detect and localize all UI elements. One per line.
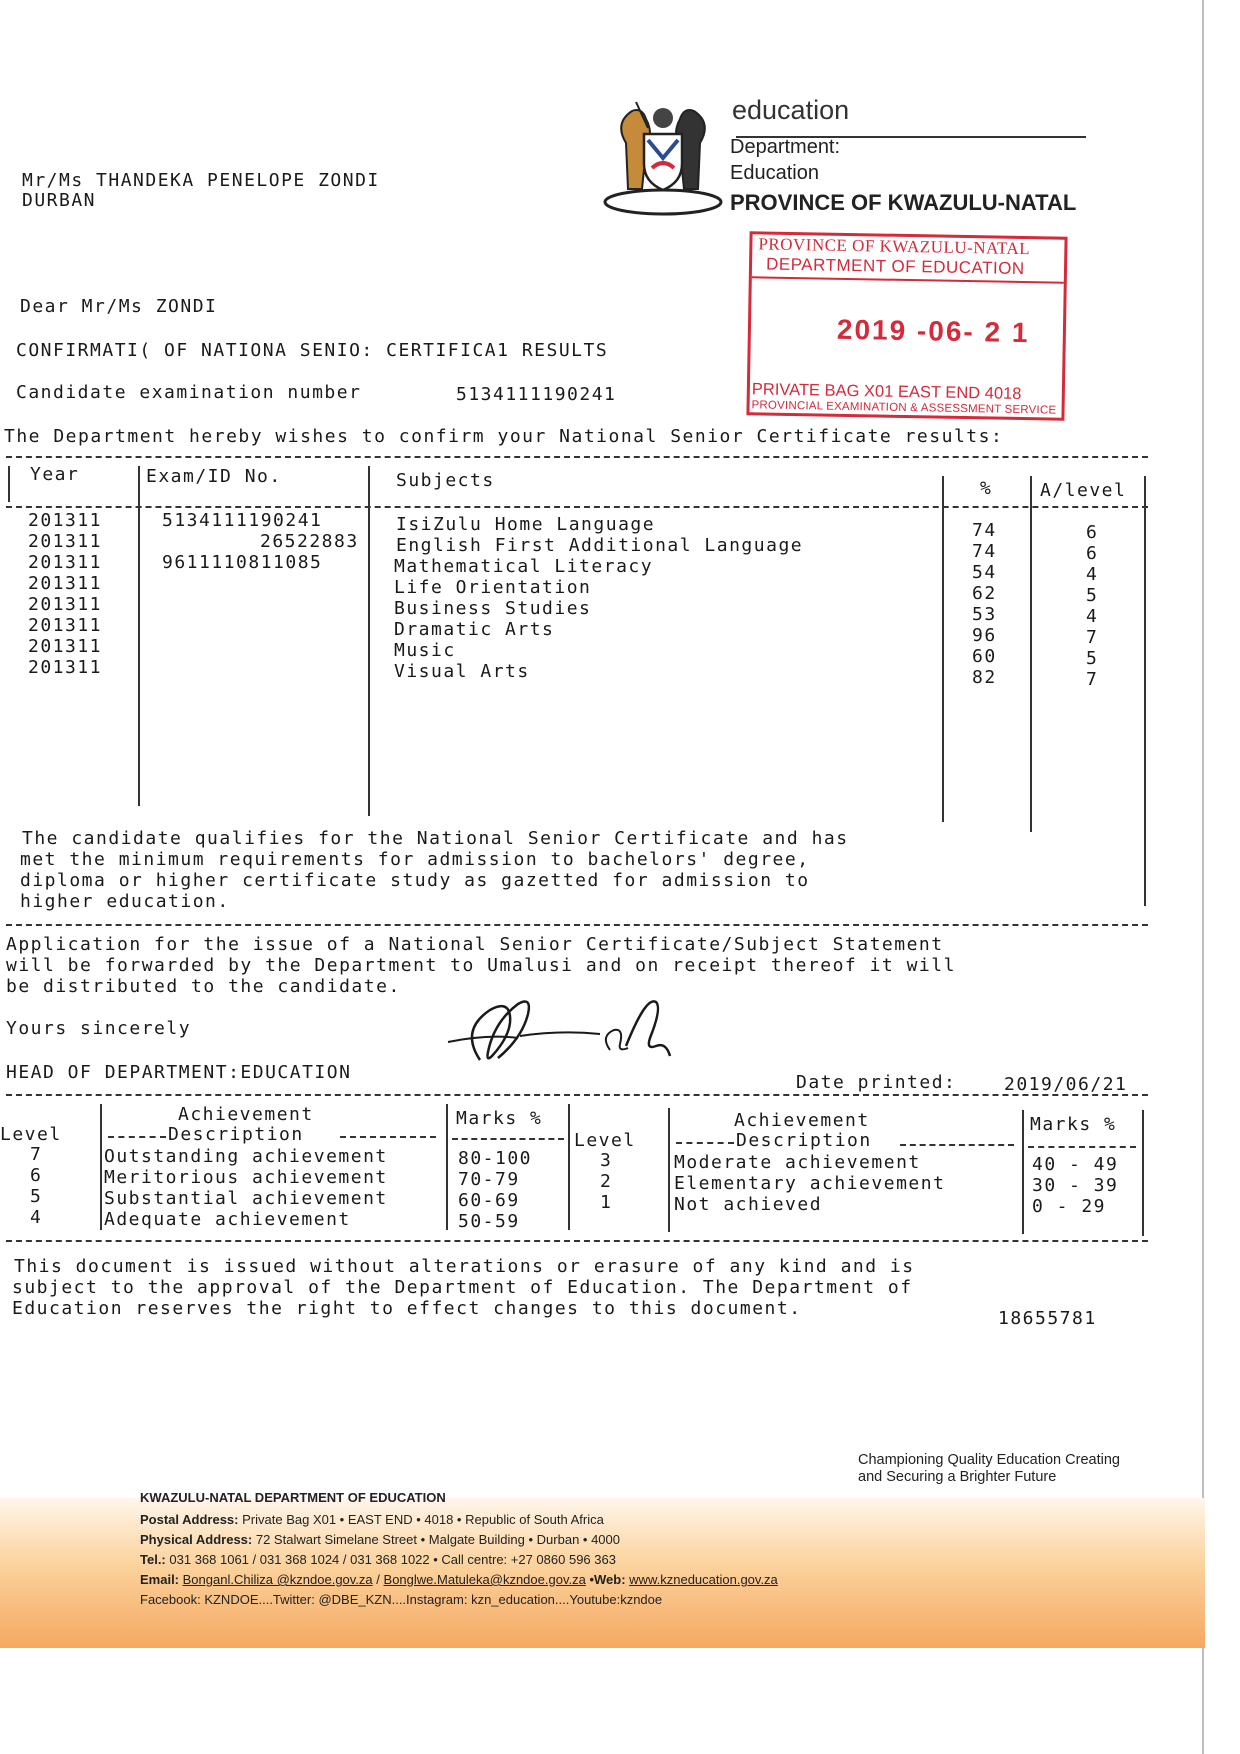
table-left-border (8, 466, 10, 502)
legend-bottom-rule (6, 1240, 1148, 1242)
col-divider-1 (138, 466, 140, 806)
date-printed-value: 2019/06/21 (1004, 1074, 1128, 1095)
percent-cell: 53 (972, 604, 997, 625)
candidate-label: Candidate examination number (16, 382, 362, 403)
legend-level: 5 (30, 1186, 43, 1207)
level-cell: 4 (1086, 564, 1099, 585)
application-text: be distributed to the candidate. (6, 976, 401, 997)
legend-marks: 40 - 49 (1032, 1154, 1119, 1175)
footer-postal (140, 1512, 604, 1527)
col-divider-3 (942, 476, 944, 822)
exam-id-cell: 26522883 (260, 531, 359, 552)
tel-numbers: 031 368 1061 / 031 368 1024 / 031 368 1022 • Call centre: +27 0860 596 363 (169, 1552, 616, 1567)
qualification-text: diploma or higher certificate study as gazetted for admission to (20, 870, 810, 891)
department-label: Department: (730, 136, 841, 158)
legend-achievement-header: Achievement (178, 1104, 314, 1125)
date-printed-label: Date printed: (796, 1072, 957, 1093)
subject-cell: IsiZulu Home Language (396, 514, 656, 535)
header-year: Year (30, 464, 80, 485)
slogan-line: and Securing a Brighter Future (858, 1469, 1057, 1485)
postal-address: Private Bag X01 • EAST END • 4018 • Republic of South Africa (242, 1512, 604, 1527)
subject-cell: Music (394, 640, 456, 661)
legend-level: 3 (600, 1150, 613, 1171)
disclaimer-text: subject to the approval of the Department of Education. The Department of (12, 1277, 913, 1298)
web-link[interactable]: www.kzneducation.gov.za (629, 1572, 778, 1587)
qualification-text: The candidate qualifies for the National Senior Certificate and has (22, 828, 849, 849)
legend-rule (108, 1136, 166, 1138)
footer-physical (140, 1532, 620, 1547)
legend-level: 6 (30, 1165, 43, 1186)
footer-email (140, 1572, 778, 1587)
legend-marks: 30 - 39 (1032, 1175, 1119, 1196)
year-cell: 201311 (28, 636, 103, 657)
footer-social: Facebook: KZNDOE....Twitter: @DBE_KZN....Instagram: kzn_education....Youtube:kzndoe (140, 1592, 663, 1607)
legend-description: Elementary achievement (674, 1173, 946, 1194)
legend-top-rule (6, 1094, 1148, 1096)
legend-level-header: Level (0, 1124, 62, 1145)
page-edge (1202, 0, 1204, 1754)
signatory-title: HEAD OF DEPARTMENT:EDUCATION (6, 1062, 352, 1083)
web-label: •Web: (589, 1572, 626, 1587)
subject-cell: Mathematical Literacy (394, 556, 654, 577)
subject-cell: Visual Arts (394, 661, 530, 682)
legend-marks-header: Marks % (1030, 1114, 1117, 1135)
addressee-city: DURBAN (22, 190, 97, 211)
physical-label: Physical Address: (140, 1532, 253, 1547)
logo-wordmark: education (732, 95, 850, 125)
year-cell: 201311 (28, 531, 103, 552)
level-cell: 7 (1086, 669, 1099, 690)
legend-level: 4 (30, 1207, 43, 1228)
qualification-text: higher education. (20, 891, 230, 912)
year-cell: 201311 (28, 657, 103, 678)
document-number: 18655781 (998, 1308, 1097, 1329)
year-cell: 201311 (28, 552, 103, 573)
header-subjects: Subjects (396, 470, 495, 491)
legend-rule (452, 1138, 564, 1140)
percent-cell: 96 (972, 625, 997, 646)
legend-description: Moderate achievement (674, 1152, 921, 1173)
signature (440, 990, 720, 1080)
legend-marks: 0 - 29 (1032, 1196, 1107, 1217)
legend-rule (900, 1144, 1014, 1146)
exam-id-cell: 9611110811085 (162, 552, 323, 573)
col-divider-2 (368, 466, 370, 816)
legend-right-border (1142, 1110, 1144, 1236)
legend-divider (446, 1104, 448, 1230)
legend-level: 7 (30, 1144, 43, 1165)
subject-cell: Dramatic Arts (394, 619, 555, 640)
level-cell: 5 (1086, 585, 1099, 606)
stamp-department: DEPARTMENT OF EDUCATION (765, 254, 1025, 279)
salutation: Dear Mr/Ms ZONDI (20, 296, 218, 317)
percent-cell: 82 (972, 667, 997, 688)
intro-text: The Department hereby wishes to confirm your National Senior Certificate results: (4, 426, 1004, 447)
legend-description: Outstanding achievement (104, 1146, 388, 1167)
department-name: Education (730, 162, 819, 184)
legend-divider (568, 1104, 570, 1230)
legend-description: Adequate achievement (104, 1209, 351, 1230)
addressee-name: Mr/Ms THANDEKA PENELOPE ZONDI (22, 170, 380, 191)
year-cell: 201311 (28, 573, 103, 594)
table-top-rule (6, 456, 1148, 458)
header-exam-id: Exam/ID No. (146, 466, 282, 487)
stamp-province: PROVINCE OF KWAZULU-NATAL (758, 234, 1031, 259)
physical-address: 72 Stalwart Simelane Street • Malgate Building • Durban • 4000 (255, 1532, 620, 1547)
legend-description-header: Description (168, 1124, 304, 1145)
percent-cell: 60 (972, 646, 997, 667)
stamp-date: 2019 -06- 2 1 (836, 313, 1030, 349)
legend-marks-header: Marks % (456, 1108, 543, 1129)
legend-description: Not achieved (674, 1194, 823, 1215)
percent-cell: 54 (972, 562, 997, 583)
level-cell: 6 (1086, 522, 1099, 543)
legend-divider (100, 1104, 102, 1230)
table-bottom-rule (6, 924, 1148, 926)
level-cell: 4 (1086, 606, 1099, 627)
col-divider-4 (1030, 476, 1032, 832)
table-right-border (1144, 476, 1146, 906)
legend-rule (340, 1136, 436, 1138)
percent-cell: 74 (972, 520, 997, 541)
table-header-rule (6, 506, 1148, 508)
legend-marks: 70-79 (458, 1169, 520, 1190)
level-cell: 7 (1086, 627, 1099, 648)
legend-level: 1 (600, 1192, 613, 1213)
level-cell: 6 (1086, 543, 1099, 564)
legend-achievement-header: Achievement (734, 1110, 870, 1131)
legend-description: Substantial achievement (104, 1188, 388, 1209)
province-name: PROVINCE OF KWAZULU-NATAL (730, 190, 1077, 215)
percent-cell: 62 (972, 583, 997, 604)
closing-greeting: Yours sincerely (6, 1018, 192, 1039)
exam-id-cell: 5134111190241 (162, 510, 323, 531)
year-cell: 201311 (28, 510, 103, 531)
level-cell: 5 (1086, 648, 1099, 669)
postal-label: Postal Address: (140, 1512, 239, 1527)
email-separator: / (376, 1572, 380, 1587)
legend-divider (668, 1108, 670, 1232)
email-link-2[interactable]: Bonglwe.Matuleka@kzndoe.gov.za (383, 1572, 586, 1587)
stamp-address: PRIVATE BAG X01 EAST END 4018 (751, 380, 1022, 404)
coat-of-arms-logo (596, 98, 730, 218)
header-percent: % (980, 478, 993, 499)
candidate-number: 5134111190241 (456, 384, 617, 405)
legend-level: 2 (600, 1171, 613, 1192)
legend-marks: 50-59 (458, 1211, 520, 1232)
application-text: Application for the issue of a National Senior Certificate/Subject Statement (6, 934, 944, 955)
legend-level-header: Level (574, 1130, 636, 1151)
legend-marks: 80-100 (458, 1148, 533, 1169)
email-link-1[interactable]: Bonganl.Chiliza @kzndoe.gov.za (182, 1572, 373, 1587)
email-label: Email: (140, 1572, 180, 1587)
qualification-text: met the minimum requirements for admission to bachelors' degree, (20, 849, 810, 870)
legend-rule (1028, 1146, 1136, 1148)
stamp-service: PROVINCIAL EXAMINATION & ASSESSMENT SERVICE (751, 399, 1057, 417)
legend-description: Meritorious achievement (104, 1167, 388, 1188)
legend-description-header: Description (736, 1130, 872, 1151)
subject-cell: English First Additional Language (396, 535, 804, 556)
official-date-stamp (746, 231, 1067, 421)
legend-rule (676, 1142, 734, 1144)
letter-subject: CONFIRMATI( OF NATIONA SENIO: CERTIFICA1 RESULTS (16, 340, 609, 361)
subject-cell: Business Studies (394, 598, 592, 619)
tel-label: Tel.: (140, 1552, 166, 1567)
year-cell: 201311 (28, 594, 103, 615)
footer-org: KWAZULU-NATAL DEPARTMENT OF EDUCATION (140, 1490, 446, 1505)
slogan-line: Championing Quality Education Creating (858, 1452, 1120, 1468)
footer-tel (140, 1552, 616, 1567)
year-cell: 201311 (28, 615, 103, 636)
legend-marks: 60-69 (458, 1190, 520, 1211)
percent-cell: 74 (972, 541, 997, 562)
application-text: will be forwarded by the Department to Umalusi and on receipt thereof it will (6, 955, 956, 976)
legend-divider (1022, 1110, 1024, 1234)
disclaimer-text: This document is issued without alterations or erasure of any kind and is (14, 1256, 915, 1277)
header-level: A/level (1040, 480, 1127, 501)
subject-cell: Life Orientation (394, 577, 592, 598)
disclaimer-text: Education reserves the right to effect changes to this document. (12, 1298, 802, 1319)
